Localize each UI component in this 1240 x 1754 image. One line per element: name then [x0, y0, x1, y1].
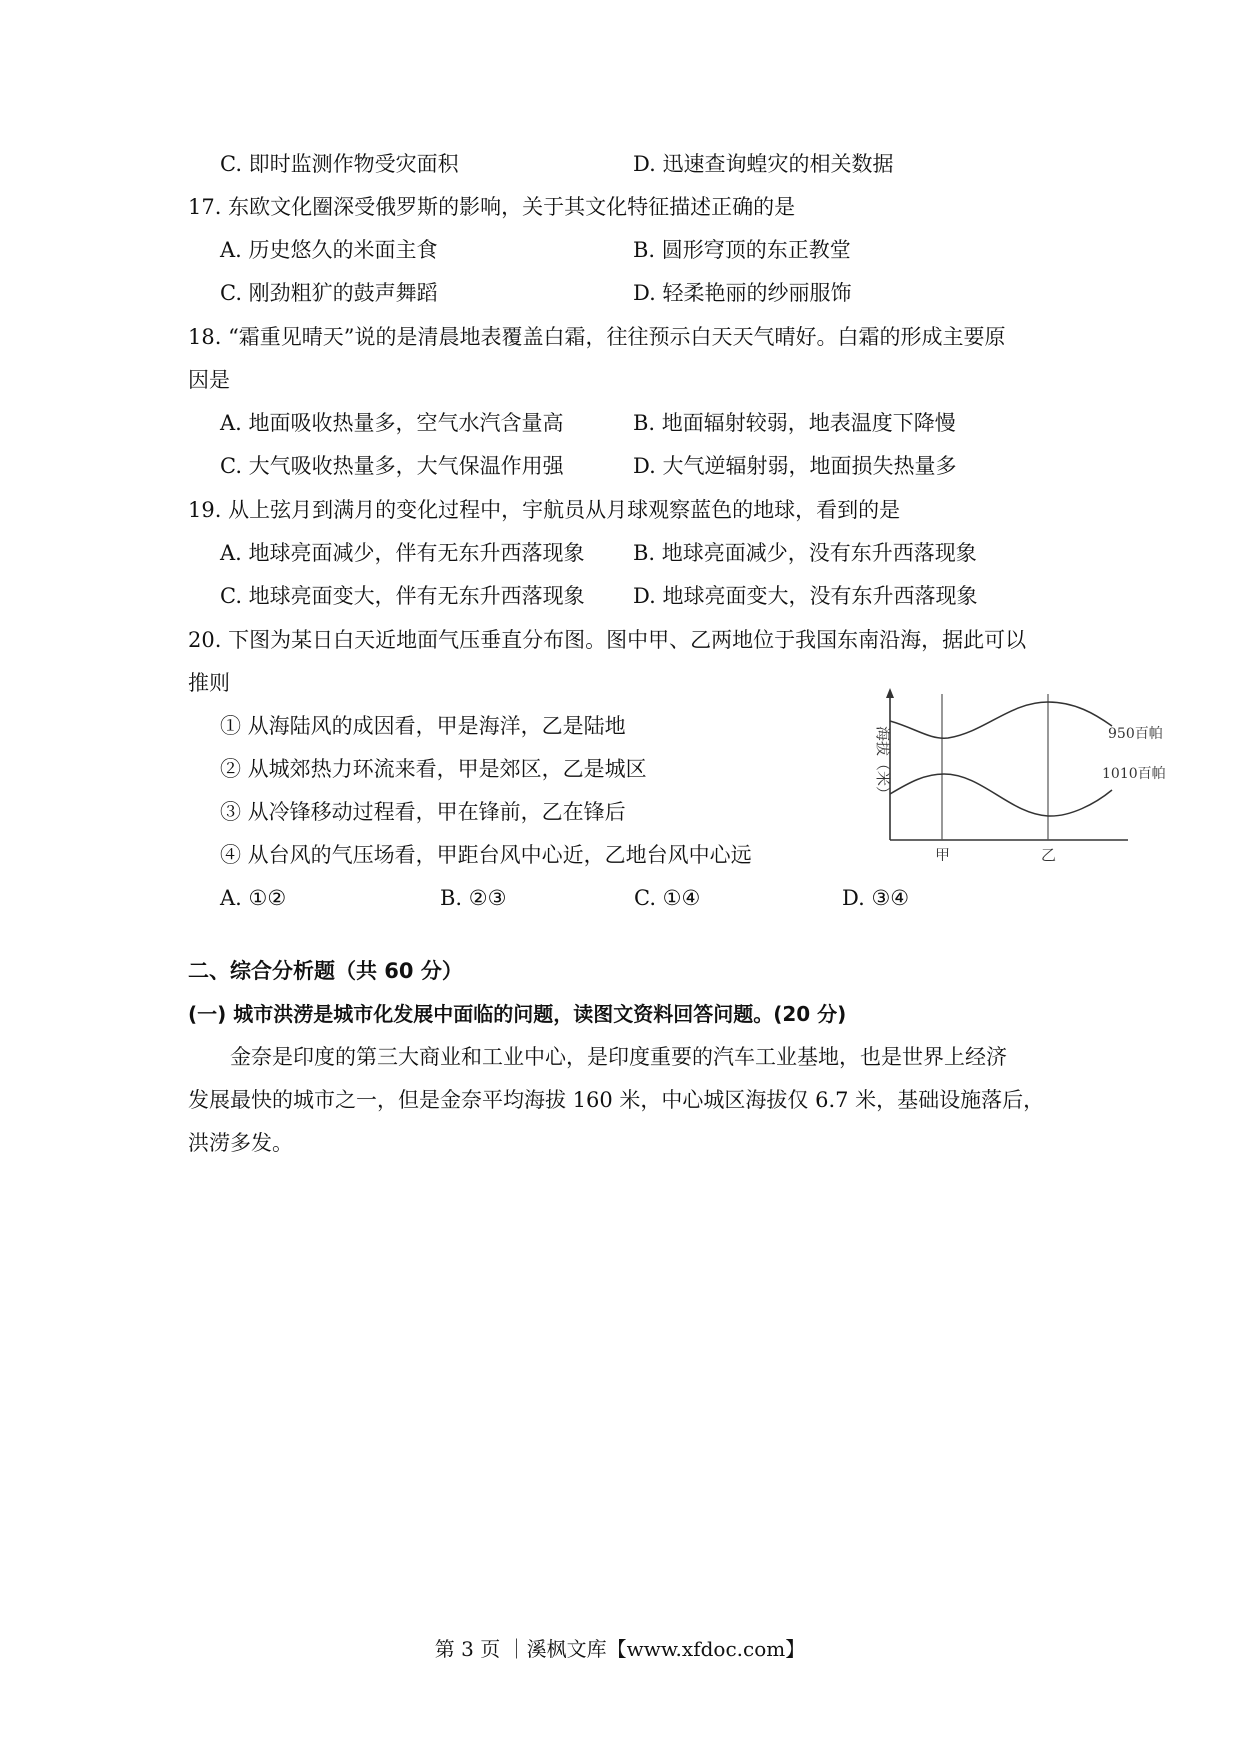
pressure-profile-figure	[860, 686, 1180, 861]
page-footer: 第 3 页 ｜溪枫文库【www.xfdoc.com】	[434, 1637, 806, 1661]
q19-option-a: A. 地球亮面减少，伴有无东升西落现象	[220, 541, 585, 565]
y-axis-arrow	[886, 688, 894, 698]
q20-stem-line1: 20. 下图为某日白天近地面气压垂直分布图。图中甲、乙两地位于我国东南沿海，据此可以	[188, 628, 1027, 652]
section2-subquestion: (一) 城市洪涝是城市化发展中面临的问题，读图文资料回答问题。(20 分)	[188, 1002, 847, 1026]
q17-option-b: B. 圆形穹顶的东正教堂	[633, 238, 851, 262]
isobar-1010	[890, 774, 1112, 816]
q18-option-c: C. 大气吸收热量多，大气保温作用强	[220, 454, 564, 478]
section2-para-line2: 发展最快的城市之一，但是金奈平均海拔 160 米，中心城区海拔仅 6.7 米，基础设施落后，	[188, 1088, 1045, 1112]
section2-para-line3: 洪涝多发。	[188, 1131, 293, 1155]
q16-option-d: D. 迅速查询蝗灾的相关数据	[633, 152, 894, 176]
q18-stem-line1: 18. “霜重见晴天”说的是清晨地表覆盖白霜，往往预示白天天气晴好。白霜的形成主要原	[188, 325, 1006, 349]
q19-option-b: B. 地球亮面减少，没有东升西落现象	[633, 541, 977, 565]
q20-option-a: A. ①②	[220, 886, 287, 910]
isobar-950	[890, 702, 1112, 738]
q20-option-b: B. ②③	[440, 886, 507, 910]
q18-option-a: A. 地面吸收热量多，空气水汽含量高	[220, 411, 564, 435]
section2-para-line1: 金奈是印度的第三大商业和工业中心，是印度重要的汽车工业基地，也是世界上经济	[230, 1045, 1007, 1069]
q20-statement-1: ① 从海陆风的成因看，甲是海洋，乙是陆地	[220, 714, 626, 738]
q18-stem-line2: 因是	[188, 368, 230, 392]
isobar-950-label: 950百帕	[1108, 726, 1163, 742]
q19-option-d: D. 地球亮面变大，没有东升西落现象	[633, 584, 978, 608]
q20-option-d: D. ③④	[842, 886, 910, 910]
q20-statement-4: ④ 从台风的气压场看，甲距台风中心近，乙地台风中心远	[220, 843, 752, 867]
q17-stem: 17. 东欧文化圈深受俄罗斯的影响，关于其文化特征描述正确的是	[188, 195, 796, 219]
q20-option-c: C. ①④	[634, 886, 701, 910]
q17-option-a: A. 历史悠久的米面主食	[220, 238, 438, 262]
q20-statement-2: ② 从城郊热力环流来看，甲是郊区，乙是城区	[220, 757, 647, 781]
section2-title: 二、综合分析题（共 60 分）	[188, 959, 463, 983]
q16-option-c: C. 即时监测作物受灾面积	[220, 152, 459, 176]
q17-option-c: C. 刚劲粗犷的鼓声舞蹈	[220, 281, 438, 305]
q20-stem-line2: 推则	[188, 671, 230, 695]
q19-option-c: C. 地球亮面变大，伴有无东升西落现象	[220, 584, 585, 608]
isobar-1010-label: 1010百帕	[1102, 766, 1166, 782]
x-label-yi: 乙	[1041, 846, 1057, 861]
x-label-jia: 甲	[935, 846, 951, 861]
q17-option-d: D. 轻柔艳丽的纱丽服饰	[633, 281, 852, 305]
q18-option-d: D. 大气逆辐射弱，地面损失热量多	[633, 454, 957, 478]
y-axis-label: 海拔（米）	[874, 726, 892, 802]
q19-stem: 19. 从上弦月到满月的变化过程中，宇航员从月球观察蓝色的地球，看到的是	[188, 498, 901, 522]
q18-option-b: B. 地面辐射较弱，地表温度下降慢	[633, 411, 956, 435]
q20-statement-3: ③ 从冷锋移动过程看，甲在锋前，乙在锋后	[220, 800, 626, 824]
